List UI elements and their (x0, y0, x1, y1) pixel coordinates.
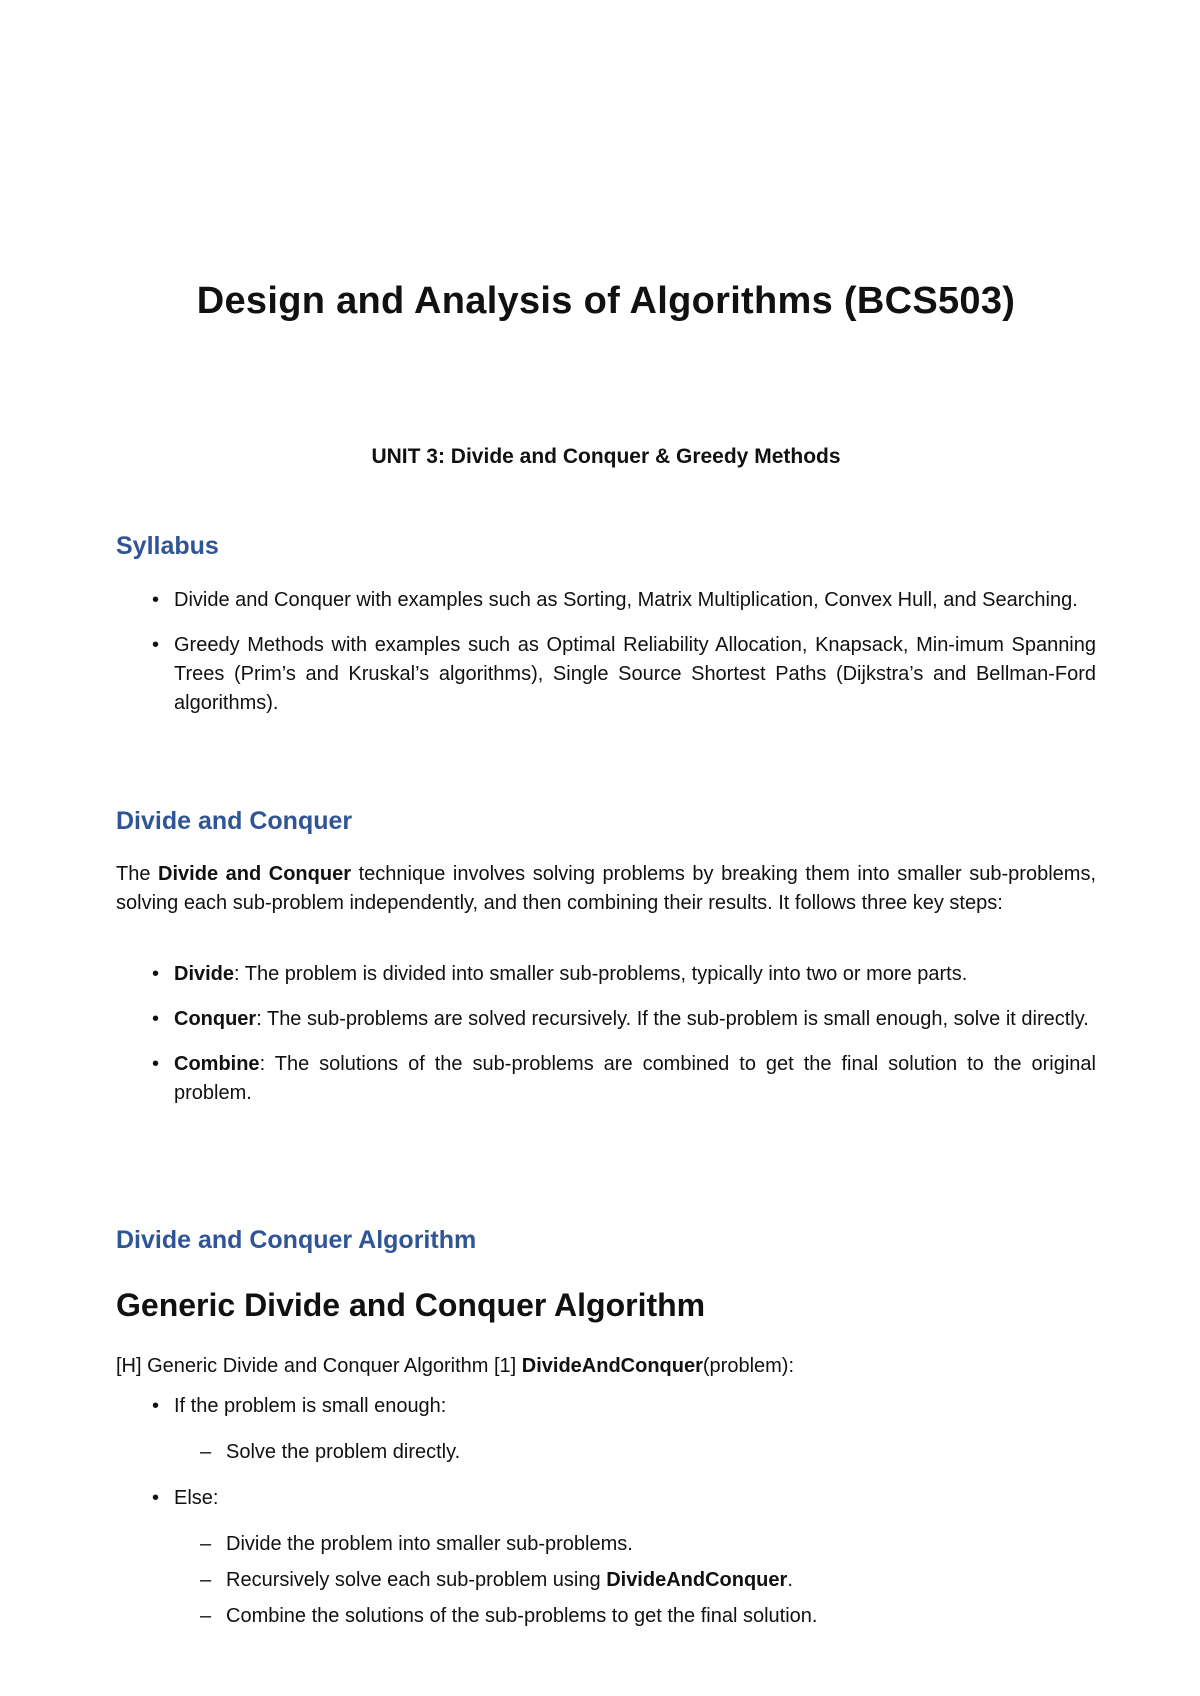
step-item (116, 1005, 1096, 1034)
step-text: : The solutions of the sub-problems are combined to get the final solution to the original problem. (174, 1053, 1096, 1104)
else-step (116, 1602, 1096, 1631)
algorithm-heading: Divide and Conquer Algorithm (116, 1226, 477, 1254)
else-step (116, 1566, 1096, 1595)
if-step (116, 1438, 1096, 1467)
signature-prefix: [H] Generic Divide and Conquer Algorithm [1] (116, 1355, 522, 1377)
bullet-icon: • (152, 1008, 160, 1030)
step-text: : The sub-problems are solved recursively. If the sub-problem is small enough, solve it directly. (256, 1008, 1089, 1030)
else-step (116, 1530, 1096, 1559)
intro-prefix: The (116, 863, 159, 885)
bullet-icon: • (152, 1395, 160, 1417)
algorithm-else-steps (116, 1530, 1096, 1631)
document-title: Design and Analysis of Algorithms (BCS503) (196, 280, 1016, 322)
syllabus-item (116, 631, 1096, 718)
syllabus-item-text: Divide and Conquer with examples such as Sorting, Matrix Multiplication, Convex Hull, and Searching. (174, 589, 1078, 611)
algorithm-else-branch (116, 1484, 1096, 1513)
divide-conquer-steps (116, 960, 1096, 1108)
else-step-prefix: Recursively solve each sub-problem using (226, 1569, 607, 1591)
step-text: : The problem is divided into smaller sub-problems, typically into two or more parts. (234, 963, 968, 985)
algorithm-if-branch (116, 1392, 1096, 1421)
if-item (116, 1392, 1096, 1421)
dash-icon: – (200, 1533, 212, 1555)
bullet-icon: • (152, 1053, 160, 1075)
else-step-function: DivideAndConquer (606, 1569, 788, 1591)
syllabus-list (116, 586, 1096, 718)
divide-conquer-intro (116, 860, 1096, 918)
bullet-icon: • (152, 963, 160, 985)
bullet-icon: • (152, 589, 160, 611)
bullet-icon: • (152, 634, 160, 656)
if-label: If the problem is small enough: (174, 1395, 447, 1417)
intro-bold-term: Divide and Conquer (158, 863, 351, 885)
unit-title: UNIT 3: Divide and Conquer & Greedy Methods (371, 445, 841, 468)
else-label: Else: (174, 1487, 219, 1509)
step-item (116, 960, 1096, 989)
intro-suffix: technique involves solving problems by breaking them into smaller sub-problems, solving each sub-problem independently, and then combining their results. It follows three key steps: (116, 863, 1096, 914)
generic-algorithm-heading: Generic Divide and Conquer Algorithm (116, 1287, 706, 1323)
syllabus-item-text: Greedy Methods with examples such as Optimal Reliability Allocation, Knapsack, Min-imum Spanning Trees (Prim’s and Kruskal’s algorithms), Single Source Shortest Paths (Dijkstra’s and Bellman-Ford algorithms). (174, 634, 1096, 714)
step-term: Conquer (174, 1008, 257, 1030)
step-item (116, 1050, 1096, 1108)
else-step-text: Combine the solutions of the sub-problems to get the final solution. (226, 1605, 818, 1627)
bullet-icon: • (152, 1487, 160, 1509)
step-term: Combine (174, 1053, 260, 1075)
algorithm-signature (116, 1352, 1096, 1381)
syllabus-item (116, 586, 1096, 615)
signature-suffix: (problem): (702, 1355, 795, 1377)
dash-icon: – (200, 1441, 212, 1463)
divide-conquer-heading: Divide and Conquer (116, 807, 353, 835)
dash-icon: – (200, 1605, 212, 1627)
syllabus-heading: Syllabus (116, 532, 219, 560)
else-item (116, 1484, 1096, 1513)
else-step-suffix: . (787, 1569, 793, 1591)
signature-function: DivideAndConquer (521, 1355, 703, 1377)
dash-icon: – (200, 1569, 212, 1591)
else-step-text: Divide the problem into smaller sub-problems. (226, 1533, 633, 1555)
algorithm-if-steps (116, 1438, 1096, 1467)
if-step-text: Solve the problem directly. (226, 1441, 461, 1463)
step-term: Divide (174, 963, 235, 985)
